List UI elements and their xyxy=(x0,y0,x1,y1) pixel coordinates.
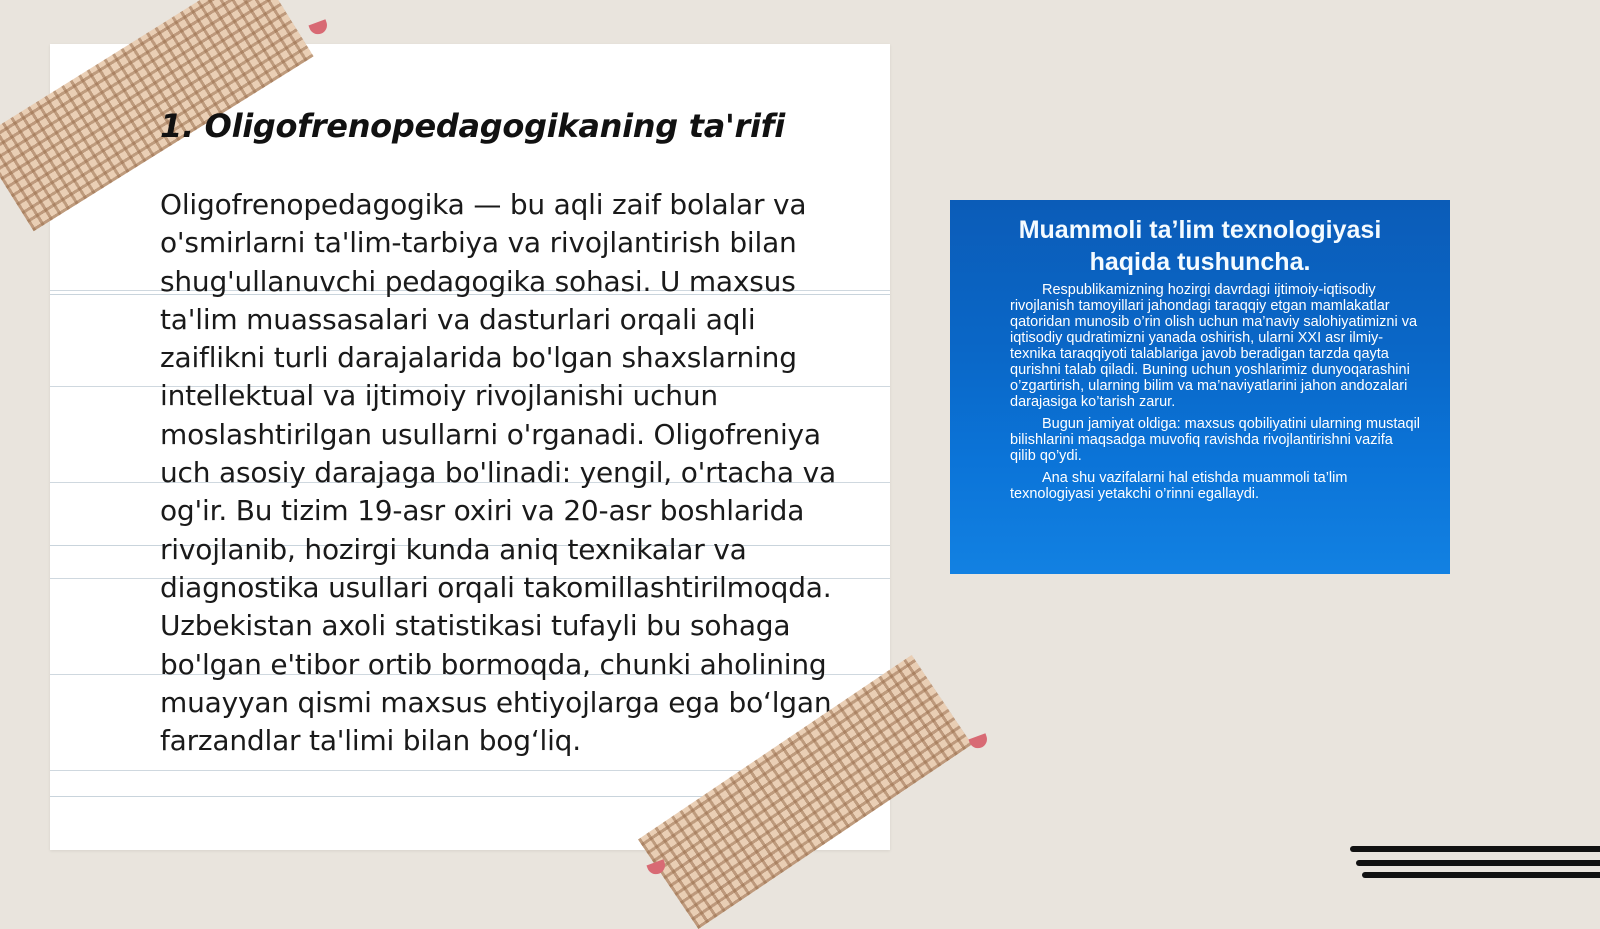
body-paragraph: Oligofrenopedagogika — bu aqli zaif bolalar va o'smirlarni ta'lim-tarbiya va rivojlantirish bilan shug'ullanuvchi pedagogika sohasi. U maxsus ta'lim muassasalari va dasturlari orqali aqli zaiflikni turli darajalarida bo'lgan shaxslarning intellektual va ijtimoiy rivojlanishi uchun moslashtirilgan usullarni o'rganadi. Oligofreniya uch asosiy darajaga bo'linadi: yengil, o'rtacha va og'ir. Bu tizim 19-asr oxiri va 20-asr boshlarida rivojlanib, hozirgi kunda aniq texnikalar va diagnostika usullari orqali takomillashtirilmoqda. Uzbekistan axoli statistikasi tufayli bu sohaga bo'lgan e'tibor ortib bormoqda, chunki aholining muayyan qismi maxsus ehtiyojlarga ega bo‘lgan farzandlar ta'limi bilan bog‘liq. xyxy=(160,188,836,758)
embedded-slide-paragraph: Respublikamizning hozirgi davrdagi ijtimoiy-iqtisodiy rivojlanish tamoyillari jahondagi taraqqiy etgan mamlakatlar qatoridan munosib o’rin olish uchun ma’naviy salohiyatimizni va iqtisodiy qudratimizni yanada oshirish, ularni XXI asr ilmiy-texnika taraqqiyoti talablariga javob beradigan tarzda qayta qurishni talab qiladi. Buning uchun yoshlarimiz dunyoqarashini o’zgartirish, ularning bilim va ma’naviyatlarini jahon andozalari darajasiga ko’tarish zarur. xyxy=(1010,282,1418,410)
decorative-line xyxy=(1350,846,1600,852)
embedded-slide-paragraph: Ana shu vazifalarni hal etishda muammoli ta’lim texnologiyasi yetakchi o’rinni egallaydi. xyxy=(1010,470,1348,502)
decorative-line xyxy=(1356,860,1600,866)
pin-icon xyxy=(308,19,329,36)
slide-title: 1. Oligofrenopedagogikaning ta'rifi xyxy=(160,107,785,145)
pin-icon xyxy=(968,733,989,750)
decorative-lines xyxy=(1350,846,1600,886)
decorative-line xyxy=(1362,872,1600,878)
embedded-slide-heading: Muammoli ta’lim texnologiyasi haqida tushuncha. xyxy=(1018,216,1382,276)
embedded-slide-image xyxy=(950,200,1450,574)
embedded-slide-paragraph: Bugun jamiyat oldiga: maxsus qobiliyatini ularning mustaqil bilishlarini maqsadga muvofiq ravishda rivojlantirishni vazifa qilib qo’ydi. xyxy=(1010,416,1421,464)
